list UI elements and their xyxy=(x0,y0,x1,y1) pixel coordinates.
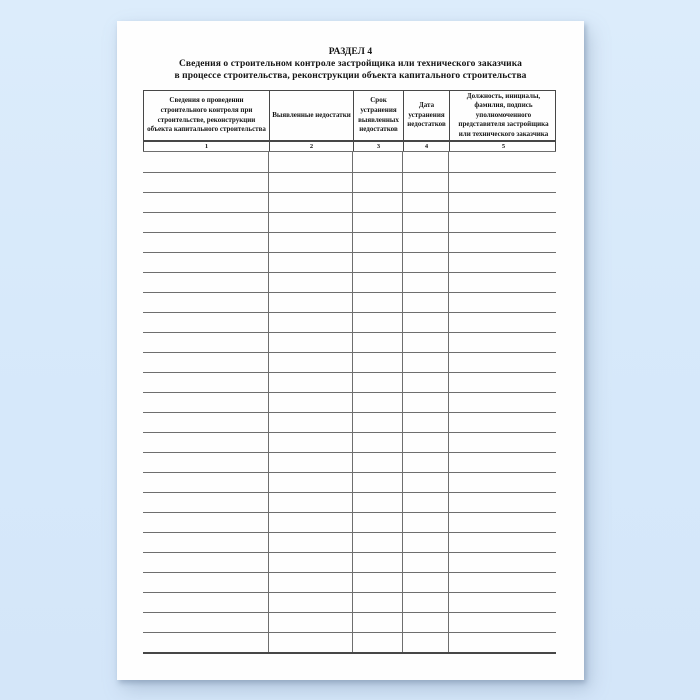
table-cell xyxy=(402,152,448,172)
table-cell xyxy=(448,273,556,292)
table-row xyxy=(143,493,556,513)
table-row xyxy=(143,353,556,373)
table-cell xyxy=(143,193,268,212)
table-cell xyxy=(268,193,352,212)
table-cell xyxy=(402,633,448,652)
table-cell xyxy=(402,413,448,432)
table-row xyxy=(143,273,556,293)
table-cell xyxy=(352,493,402,512)
table-row xyxy=(143,513,556,533)
table-cell xyxy=(268,633,352,652)
table-cell xyxy=(352,593,402,612)
table-cell xyxy=(352,273,402,292)
table-cell xyxy=(448,373,556,392)
table-cell xyxy=(352,513,402,532)
column-number-3: 3 xyxy=(353,142,403,151)
table-cell xyxy=(352,253,402,272)
table-cell xyxy=(352,533,402,552)
table-cell xyxy=(268,413,352,432)
column-number-4: 4 xyxy=(403,142,449,151)
table-cell xyxy=(143,473,268,492)
table-cell xyxy=(402,553,448,572)
table-cell xyxy=(268,213,352,232)
table-cell xyxy=(143,253,268,272)
table-cell xyxy=(268,553,352,572)
table-row xyxy=(143,633,556,654)
table-cell xyxy=(448,453,556,472)
table-row xyxy=(143,553,556,573)
table-cell xyxy=(143,373,268,392)
table-cell xyxy=(402,273,448,292)
table-cell xyxy=(402,293,448,312)
table-cell xyxy=(352,152,402,172)
table-row xyxy=(143,313,556,333)
table-cell xyxy=(352,173,402,192)
table-cell xyxy=(402,453,448,472)
table-cell xyxy=(352,333,402,352)
table-cell xyxy=(352,213,402,232)
table-row xyxy=(143,473,556,493)
table-cell xyxy=(268,573,352,592)
table-cell xyxy=(352,293,402,312)
document-title-block xyxy=(117,46,584,82)
table-cell xyxy=(143,333,268,352)
column-header-4: Дата устранения недостатков xyxy=(403,91,449,140)
table-cell xyxy=(268,513,352,532)
table-cell xyxy=(268,333,352,352)
table-cell xyxy=(352,633,402,652)
table-cell xyxy=(352,373,402,392)
table-cell xyxy=(268,393,352,412)
section-title: РАЗДЕЛ 4 xyxy=(328,47,373,57)
table-cell xyxy=(448,293,556,312)
table-row xyxy=(143,593,556,613)
table-cell xyxy=(448,493,556,512)
table-row xyxy=(143,333,556,353)
table-cell xyxy=(143,413,268,432)
table-row xyxy=(143,613,556,633)
table-cell xyxy=(143,393,268,412)
table-cell xyxy=(143,633,268,652)
table-cell xyxy=(402,493,448,512)
table-cell xyxy=(448,633,556,652)
column-header-5: Должность, инициалы, фамилия, подпись уполномоченного представителя застройщика или технического заказчика xyxy=(449,91,557,140)
table-cell xyxy=(268,233,352,252)
table-row xyxy=(143,213,556,233)
table-cell xyxy=(268,253,352,272)
table-cell xyxy=(268,533,352,552)
table-cell xyxy=(352,193,402,212)
table-cell xyxy=(448,393,556,412)
table-row xyxy=(143,573,556,593)
table-row xyxy=(143,152,556,173)
table-cell xyxy=(402,513,448,532)
table-cell xyxy=(402,533,448,552)
table-cell xyxy=(448,573,556,592)
table-cell xyxy=(448,433,556,452)
table-cell xyxy=(268,173,352,192)
table-cell xyxy=(352,233,402,252)
table-cell xyxy=(143,173,268,192)
table-cell xyxy=(402,253,448,272)
table-cell xyxy=(448,473,556,492)
table-cell xyxy=(268,313,352,332)
table-cell xyxy=(402,233,448,252)
table-cell xyxy=(448,253,556,272)
table-row xyxy=(143,453,556,473)
document-subtitle-line1: Сведения о строительном контроле застройщика или технического заказчика xyxy=(178,59,523,69)
column-number-1: 1 xyxy=(204,142,209,150)
table-cell xyxy=(352,553,402,572)
table-row xyxy=(143,193,556,213)
table-cell xyxy=(143,152,268,172)
table-cell xyxy=(143,273,268,292)
table-cell xyxy=(448,213,556,232)
table-cell xyxy=(268,293,352,312)
table-cell xyxy=(402,173,448,192)
construction-control-table xyxy=(143,90,556,654)
table-row xyxy=(143,533,556,553)
table-cell xyxy=(402,393,448,412)
table-cell xyxy=(402,573,448,592)
table-row xyxy=(143,293,556,313)
table-cell xyxy=(268,433,352,452)
table-cell xyxy=(268,273,352,292)
table-cell xyxy=(448,313,556,332)
document-subtitle-line2: в процессе строительства, реконструкции объекта капитального строительства xyxy=(174,71,527,81)
table-cell xyxy=(448,333,556,352)
table-cell xyxy=(402,313,448,332)
table-cell xyxy=(448,593,556,612)
table-row xyxy=(143,413,556,433)
table-cell xyxy=(402,373,448,392)
table-cell xyxy=(448,233,556,252)
table-cell xyxy=(352,613,402,632)
table-cell xyxy=(402,613,448,632)
table-cell xyxy=(402,433,448,452)
table-cell xyxy=(352,413,402,432)
table-cell xyxy=(352,393,402,412)
table-cell xyxy=(402,473,448,492)
table-cell xyxy=(268,593,352,612)
table-cell xyxy=(402,213,448,232)
table-cell xyxy=(268,453,352,472)
table-row xyxy=(143,233,556,253)
column-header-2: Выявленные недостатки xyxy=(269,91,353,140)
table-cell xyxy=(143,453,268,472)
table-cell xyxy=(143,593,268,612)
table-body xyxy=(143,151,556,654)
table-cell xyxy=(268,493,352,512)
table-cell xyxy=(143,533,268,552)
table-cell xyxy=(268,373,352,392)
table-cell xyxy=(448,533,556,552)
table-cell xyxy=(143,513,268,532)
table-cell xyxy=(352,433,402,452)
table-cell xyxy=(352,313,402,332)
table-cell xyxy=(268,613,352,632)
table-cell xyxy=(143,573,268,592)
document-page xyxy=(117,21,584,680)
table-cell xyxy=(448,413,556,432)
table-cell xyxy=(448,152,556,172)
table-row xyxy=(143,253,556,273)
table-cell xyxy=(402,333,448,352)
table-cell xyxy=(352,453,402,472)
table-row xyxy=(143,373,556,393)
table-cell xyxy=(352,573,402,592)
table-cell xyxy=(448,173,556,192)
table-cell xyxy=(268,473,352,492)
table-cell xyxy=(448,613,556,632)
table-cell xyxy=(448,353,556,372)
table-cell xyxy=(143,353,268,372)
table-cell xyxy=(143,213,268,232)
table-cell xyxy=(143,613,268,632)
table-cell xyxy=(352,353,402,372)
table-cell xyxy=(143,313,268,332)
column-number-5: 5 xyxy=(449,142,557,151)
table-cell xyxy=(402,593,448,612)
table-cell xyxy=(268,353,352,372)
table-row xyxy=(143,393,556,413)
table-cell xyxy=(402,193,448,212)
table-cell xyxy=(448,553,556,572)
table-row xyxy=(143,173,556,193)
table-cell xyxy=(448,513,556,532)
table-cell xyxy=(448,193,556,212)
column-header-1: Сведения о проведении строительного контроля при строительстве, реконструкции объекта капитального строительства xyxy=(147,96,266,134)
table-header-row xyxy=(143,90,556,142)
table-cell xyxy=(143,233,268,252)
column-number-2: 2 xyxy=(269,142,353,151)
table-row xyxy=(143,433,556,453)
table-cell xyxy=(143,553,268,572)
table-cell xyxy=(352,473,402,492)
table-cell xyxy=(402,353,448,372)
column-number-row xyxy=(143,142,556,151)
table-cell xyxy=(268,152,352,172)
column-header-3: Срок устранения выявленных недостатков xyxy=(353,91,403,140)
table-cell xyxy=(143,433,268,452)
table-cell xyxy=(143,293,268,312)
table-cell xyxy=(143,493,268,512)
